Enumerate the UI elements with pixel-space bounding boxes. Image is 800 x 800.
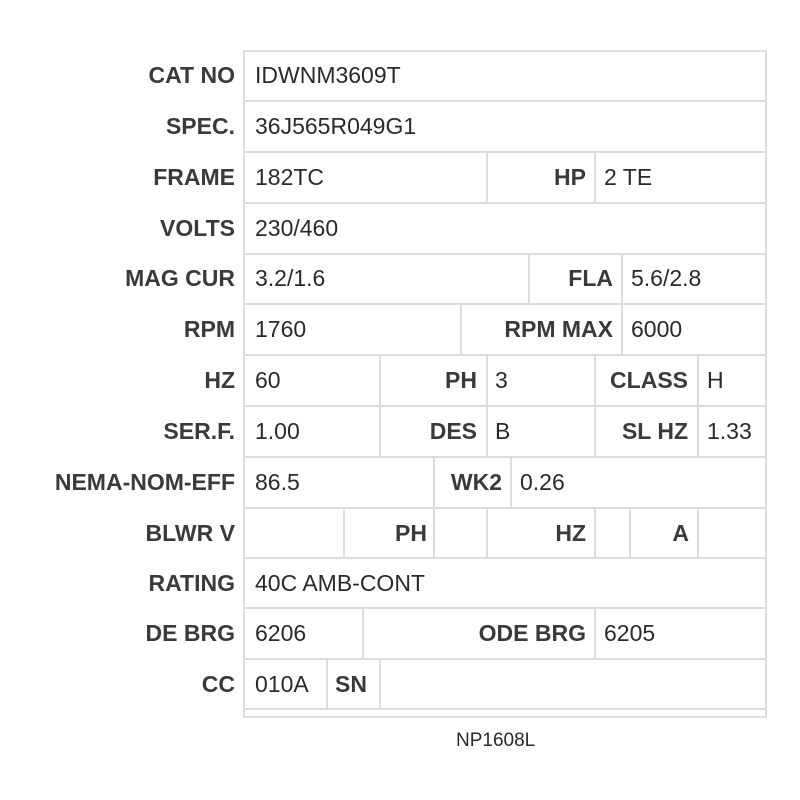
cc-value: 010A [255, 671, 309, 697]
cc-label: CC [201, 671, 235, 697]
row-divider [243, 658, 767, 660]
rpm-label: RPM [183, 316, 235, 342]
hz-value: 60 [255, 367, 281, 393]
row-divider [243, 456, 767, 458]
nema-nom-eff-value: 86.5 [255, 469, 300, 495]
frame-value: 182TC [255, 164, 325, 190]
ph-value: 3 [495, 367, 508, 393]
volts-value: 230/460 [255, 215, 339, 241]
blwr-v-label: BLWR V [145, 520, 235, 546]
sn-label: SN [335, 671, 367, 697]
fla-label: FLA [568, 265, 613, 291]
spec-value: 36J565R049G1 [255, 113, 417, 139]
row-divider [243, 708, 767, 710]
mag-cur-label: MAG CUR [125, 265, 235, 291]
mag-cur-value: 3.2/1.6 [255, 265, 326, 291]
cell-divider [697, 354, 699, 456]
blwr-a-label: A [672, 520, 689, 546]
cell-divider [621, 253, 623, 303]
rpm-value: 1760 [255, 316, 307, 342]
sl-hz-value: 1.33 [707, 418, 752, 444]
cell-divider [621, 303, 623, 354]
blwr-hz-label: HZ [555, 520, 586, 546]
ser-f-value: 1.00 [255, 418, 300, 444]
cell-divider [594, 507, 596, 557]
blwr-ph-label: PH [395, 520, 427, 546]
rpm-max-label: RPM MAX [504, 316, 613, 342]
class-label: CLASS [610, 367, 688, 393]
fla-value: 5.6/2.8 [631, 265, 702, 291]
frame-label: FRAME [153, 164, 235, 190]
wk2-label: WK2 [450, 469, 502, 495]
volts-label: VOLTS [160, 215, 235, 241]
ph-label: PH [445, 367, 477, 393]
cell-divider [433, 507, 435, 557]
rpm-max-value: 6000 [631, 316, 683, 342]
des-value: B [495, 418, 511, 444]
de-brg-value: 6206 [255, 620, 307, 646]
ser-f-label: SER.F. [163, 418, 235, 444]
hz-label: HZ [204, 367, 235, 393]
class-value: H [707, 367, 724, 393]
cell-divider [379, 658, 381, 708]
ode-brg-value: 6205 [604, 620, 656, 646]
rating-label: RATING [148, 570, 235, 596]
cell-divider [697, 507, 699, 557]
hp-value: 2 TE [604, 164, 653, 190]
cat-no-value: IDWNM3609T [255, 62, 401, 88]
nema-nom-eff-label: NEMA-NOM-EFF [54, 469, 235, 495]
ode-brg-label: ODE BRG [478, 620, 586, 646]
sl-hz-label: SL HZ [621, 418, 688, 444]
hp-label: HP [554, 164, 586, 190]
cell-divider [510, 456, 512, 507]
nameplate-code: NP1608L [456, 730, 536, 751]
cell-divider [594, 151, 596, 202]
cell-divider [594, 607, 596, 658]
cell-divider [326, 658, 328, 708]
spec-label: SPEC. [165, 113, 235, 139]
des-label: DES [429, 418, 477, 444]
cell-divider [486, 354, 488, 456]
wk2-value: 0.26 [520, 469, 565, 495]
de-brg-label: DE BRG [145, 620, 235, 646]
rating-value: 40C AMB-CONT [255, 570, 425, 596]
cat-no-label: CAT NO [148, 62, 235, 88]
